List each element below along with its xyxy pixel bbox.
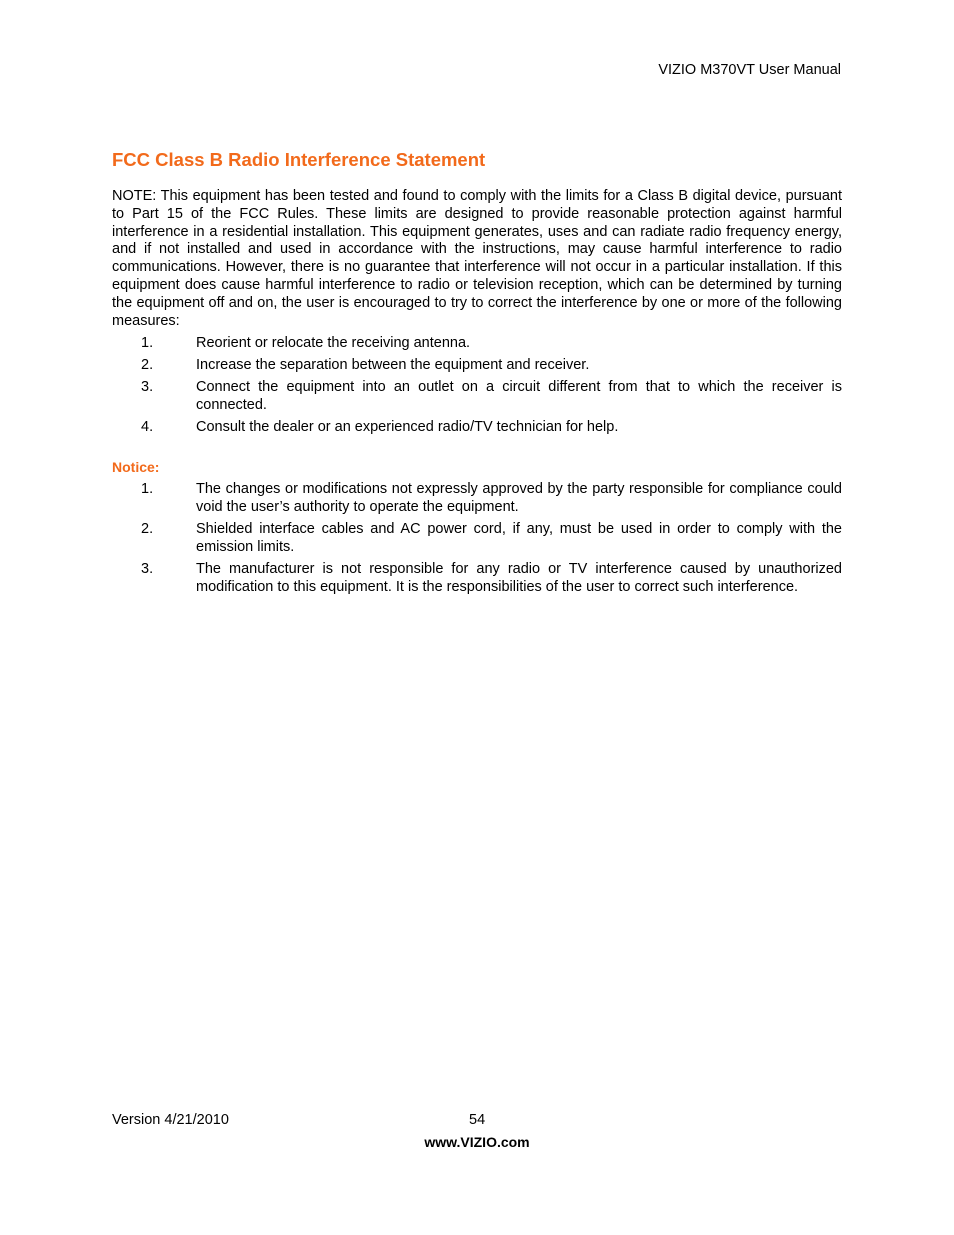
footer-version: Version 4/21/2010 — [112, 1112, 229, 1128]
list-item — [112, 334, 842, 352]
list-item — [112, 418, 842, 436]
list-item-text: Reorient or relocate the receiving antenna. — [196, 335, 471, 352]
list-item — [112, 480, 842, 516]
list-item-number: 3. — [141, 379, 154, 396]
list-item — [112, 356, 842, 374]
list-item-number: 2. — [141, 357, 154, 374]
document-header-title: VIZIO M370VT User Manual — [658, 62, 841, 78]
footer-website-url: www.VIZIO.com — [424, 1134, 530, 1150]
list-item-number: 4. — [141, 419, 154, 436]
footer-page-number: 54 — [469, 1112, 486, 1128]
measures-list — [112, 334, 842, 436]
list-item — [112, 378, 842, 414]
list-item-number: 1. — [141, 481, 154, 498]
list-item — [112, 520, 842, 556]
list-item-number: 3. — [141, 561, 154, 578]
list-item-text: Increase the separation between the equipment and receiver. — [196, 357, 590, 374]
page-content — [112, 148, 842, 600]
notice-label: Notice: — [112, 459, 160, 476]
section-title: FCC Class B Radio Interference Statement — [112, 149, 486, 170]
list-item-number: 2. — [141, 521, 154, 538]
list-item-text: The changes or modifications not expressly approved by the party responsible for compliance could void the user’s authority to operate the equipment. — [196, 481, 842, 516]
list-item-text: Consult the dealer or an experienced radio/TV technician for help. — [196, 419, 619, 436]
fcc-intro-paragraph: NOTE: This equipment has been tested and found to comply with the limits for a Class B digital device, pursuant to Part 15 of the FCC Rules. These limits are designed to provide reasonable protection against harmful interference in a residential installation. This equipment generates, uses and can radiate radio frequency energy, and if not installed and used in accordance with the instructions, may cause harmful interference to radio communications. However, there is no guarantee that interference will not occur in a particular installation. If this equipment does cause harmful interference to radio or television reception, which can be determined by turning the equipment off and on, the user is encouraged to try to correct the interference by one or more of the following measures: — [112, 188, 842, 329]
list-item-number: 1. — [141, 335, 154, 352]
list-item — [112, 560, 842, 596]
list-item-text: Shielded interface cables and AC power cord, if any, must be used in order to comply with the emission limits. — [196, 521, 842, 556]
notice-list — [112, 480, 842, 596]
list-item-text: The manufacturer is not responsible for any radio or TV interference caused by unauthorized modification to this equipment. It is the responsibilities of the user to correct such interference. — [196, 561, 842, 596]
list-item-text: Connect the equipment into an outlet on a circuit different from that to which the receiver is connected. — [196, 379, 842, 414]
